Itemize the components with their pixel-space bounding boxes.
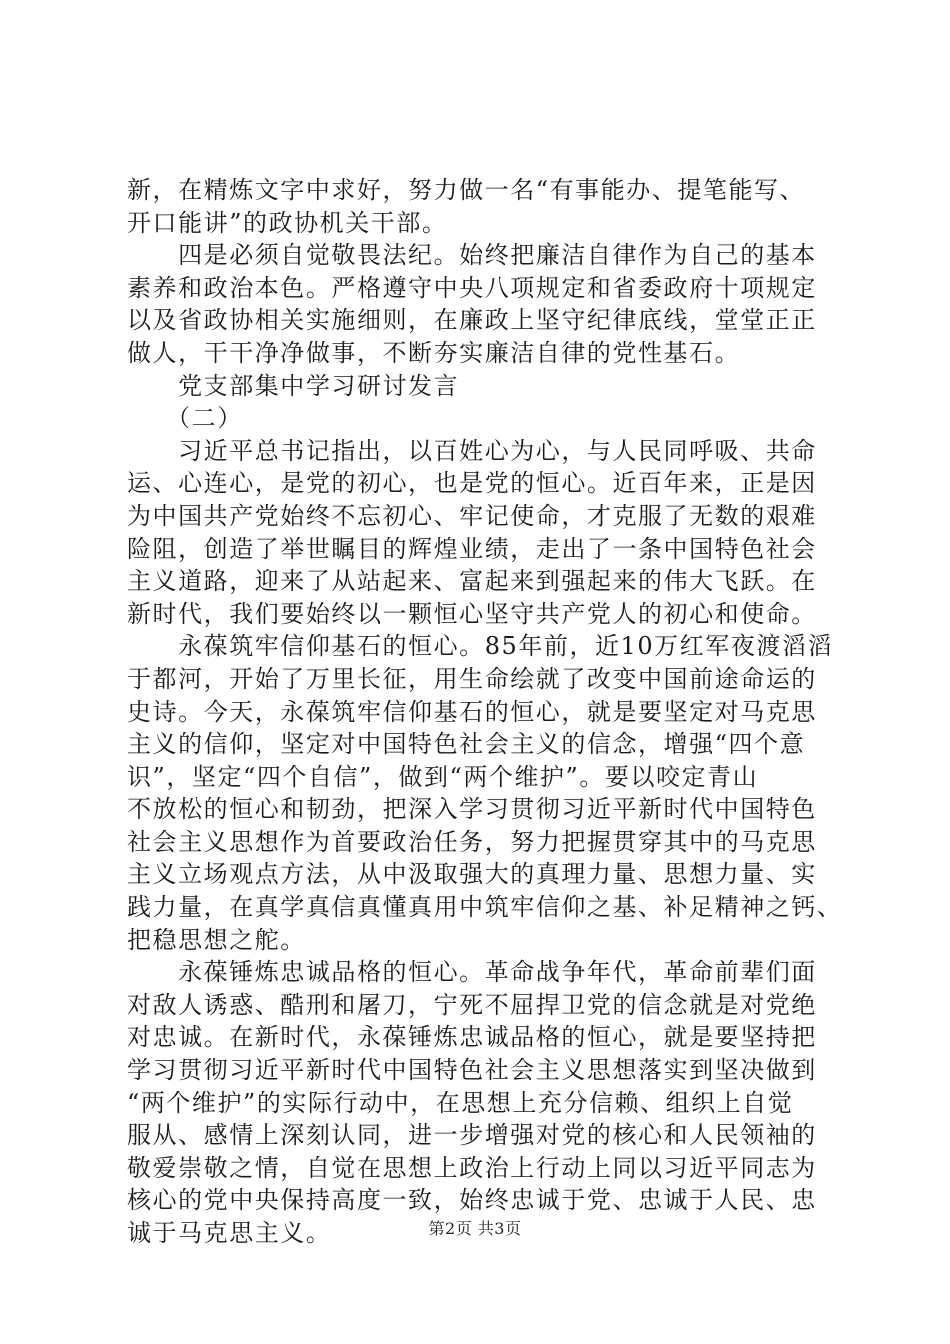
text-line: 永葆筑牢信仰基石的恒心。85年前，近10万红军夜渡滔滔 <box>127 632 834 661</box>
text-line: 把稳思想之舵。 <box>127 925 306 954</box>
section-heading: 党支部集中学习研讨发言 <box>127 371 460 400</box>
text-line: 新，在精炼文字中求好，努力做一名“有事能办、提笔能写、 <box>127 176 806 204</box>
text-line: 史诗。今天，永葆筑牢信仰基石的恒心，就是要坚定对马克思 <box>127 697 817 726</box>
text-line: 险阻，创造了举世瞩目的辉煌业绩，走出了一条中国特色社会 <box>127 534 817 563</box>
text-line: 四是必须自觉敬畏法纪。始终把廉洁自律作为自己的基本 <box>127 241 817 270</box>
text-line: 以及省政协相关实施细则，在廉政上坚守纪律底线，堂堂正正 <box>127 306 817 335</box>
page-number-label: 第2页 共3页 <box>428 1219 522 1238</box>
text-line: 对敌人诱惑、酷刑和屠刀，宁死不屈捍卫党的信念就是对党绝 <box>127 990 817 1019</box>
document-body <box>127 174 847 1250</box>
text-line: “两个维护”的实际行动中，在思想上充分信赖、组织上自觉 <box>127 1088 794 1117</box>
text-line: 对忠诚。在新时代，永葆锤炼忠诚品格的恒心，就是要坚持把 <box>127 1023 817 1052</box>
page-footer <box>0 1216 950 1239</box>
text-line: 主义道路，迎来了从站起来、富起来到强起来的伟大飞跃。在 <box>127 567 817 596</box>
text-line: 运、心连心，是党的初心，也是党的恒心。近百年来，正是因 <box>127 469 817 498</box>
text-line: 习近平总书记指出，以百姓心为心，与人民同呼吸、共命 <box>127 436 817 465</box>
text-line: 主义的信仰，坚定对中国特色社会主义的信念，增强“四个意 <box>127 730 806 759</box>
text-line: 识”，坚定“四个自信”，做到“两个维护”。要以咬定青山 <box>127 762 759 791</box>
text-line: 新时代，我们要始终以一颗恒心坚守共产党人的初心和使命。 <box>127 599 817 628</box>
text-line: 学习贯彻习近平新时代中国特色社会主义思想落实到坚决做到 <box>127 1056 817 1085</box>
text-line: 核心的党中央保持高度一致，始终忠诚于党、忠诚于人民、忠 <box>127 1186 817 1215</box>
text-line: 做人，干干净净做事，不断夯实廉洁自律的党性基石。 <box>127 338 741 367</box>
text-line: 为中国共产党始终不忘初心、牢记使命，才克服了无数的艰难 <box>127 501 817 530</box>
text-line: 不放松的恒心和韧劲，把深入学习贯彻习近平新时代中国特色 <box>127 795 817 824</box>
text-line: 服从、感情上深刻认同，进一步增强对党的核心和人民领袖的 <box>127 1121 817 1150</box>
text-line: 素养和政治本色。严格遵守中央八项规定和省委政府十项规定 <box>127 273 817 302</box>
text-line: 敬爱崇敬之情，自觉在思想上政治上行动上同以习近平同志为 <box>127 1153 817 1182</box>
text-line: 主义立场观点方法，从中汲取强大的真理力量、思想力量、实 <box>127 860 817 889</box>
text-line: 永葆锤炼忠诚品格的恒心。革命战争年代，革命前辈们面 <box>127 958 817 987</box>
text-line: 于都河，开始了万里长征，用生命绘就了改变中国前途命运的 <box>127 664 817 693</box>
text-line: 诚于马克思主义。 <box>127 1219 332 1247</box>
section-number: （二） <box>127 404 243 433</box>
text-line: 践力量，在真学真信真懂真用中筑牢信仰之基、补足精神之钙、 <box>127 893 843 922</box>
text-line: 社会主义思想作为首要政治任务，努力把握贯穿其中的马克思 <box>127 827 817 856</box>
text-line: 开口能讲”的政协机关干部。 <box>127 208 448 237</box>
